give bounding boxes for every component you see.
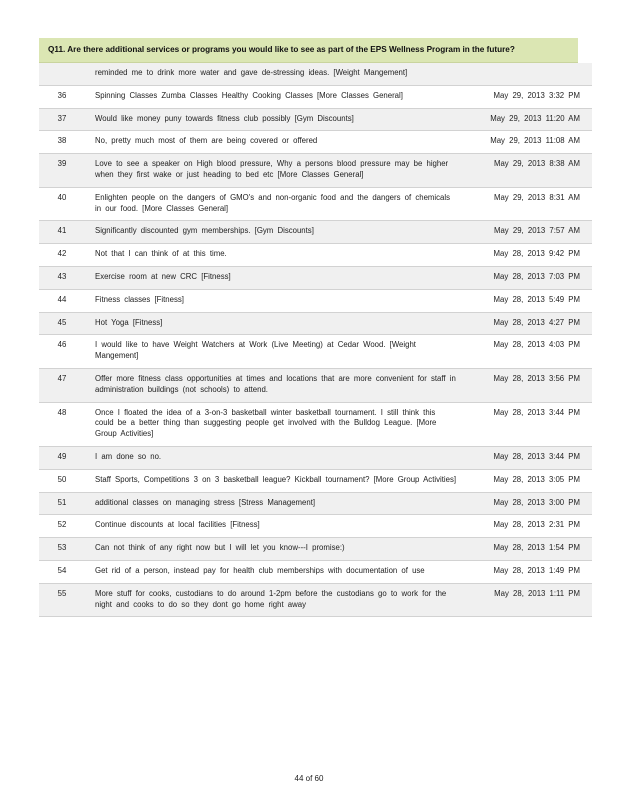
- response-date: May 28, 2013 4:03 PM: [461, 335, 592, 369]
- response-date: May 28, 2013 3:56 PM: [461, 368, 592, 402]
- responses-table-body: [39, 63, 592, 617]
- response-number: 46: [39, 335, 85, 369]
- response-date: May 28, 2013 1:54 PM: [461, 538, 592, 561]
- response-date: May 28, 2013 1:49 PM: [461, 560, 592, 583]
- response-text: additional classes on managing stress [Stress Management]: [85, 492, 461, 515]
- response-number: 55: [39, 583, 85, 617]
- response-text: Spinning Classes Zumba Classes Healthy Cooking Classes [More Classes General]: [85, 85, 461, 108]
- response-date: May 29, 2013 11:08 AM: [461, 131, 592, 154]
- response-number: 38: [39, 131, 85, 154]
- response-text: Get rid of a person, instead pay for health club memberships with documentation of use: [85, 560, 461, 583]
- response-number: [39, 63, 85, 85]
- response-number: 52: [39, 515, 85, 538]
- response-number: 37: [39, 108, 85, 131]
- table-row: [39, 469, 592, 492]
- table-row: [39, 154, 592, 188]
- response-date: [461, 63, 592, 85]
- response-text: Fitness classes [Fitness]: [85, 289, 461, 312]
- response-number: 47: [39, 368, 85, 402]
- page-footer: [0, 774, 618, 783]
- response-date: May 28, 2013 2:31 PM: [461, 515, 592, 538]
- response-text: Continue discounts at local facilities [Fitness]: [85, 515, 461, 538]
- response-number: 54: [39, 560, 85, 583]
- response-number: 49: [39, 446, 85, 469]
- table-row: [39, 312, 592, 335]
- response-text: I would like to have Weight Watchers at Work (Live Meeting) at Cedar Wood. [Weight Mangement]: [85, 335, 461, 369]
- response-number: 53: [39, 538, 85, 561]
- response-date: May 29, 2013 8:31 AM: [461, 187, 592, 221]
- response-number: 39: [39, 154, 85, 188]
- response-date: May 29, 2013 11:20 AM: [461, 108, 592, 131]
- table-row: [39, 108, 592, 131]
- response-number: 42: [39, 244, 85, 267]
- response-number: 36: [39, 85, 85, 108]
- response-date: May 28, 2013 1:11 PM: [461, 583, 592, 617]
- table-row: [39, 289, 592, 312]
- question-header: [39, 38, 578, 63]
- table-row: [39, 266, 592, 289]
- table-row: [39, 492, 592, 515]
- response-date: May 28, 2013 7:03 PM: [461, 266, 592, 289]
- table-row: [39, 221, 592, 244]
- response-date: May 29, 2013 3:32 PM: [461, 85, 592, 108]
- response-date: May 29, 2013 7:57 AM: [461, 221, 592, 244]
- response-date: May 28, 2013 3:44 PM: [461, 402, 592, 446]
- response-number: 40: [39, 187, 85, 221]
- table-row: [39, 560, 592, 583]
- table-row: [39, 63, 592, 85]
- response-number: 44: [39, 289, 85, 312]
- table-row: [39, 515, 592, 538]
- table-row: [39, 583, 592, 617]
- response-text: More stuff for cooks, custodians to do around 1-2pm before the custodians go to work for the night and cooks to do so they dont go home right away: [85, 583, 461, 617]
- response-number: 41: [39, 221, 85, 244]
- response-date: May 28, 2013 5:49 PM: [461, 289, 592, 312]
- page-number: 44 of 60: [294, 774, 324, 783]
- table-row: [39, 446, 592, 469]
- response-number: 43: [39, 266, 85, 289]
- response-date: May 28, 2013 4:27 PM: [461, 312, 592, 335]
- response-text: Would like money puny towards fitness club possibly [Gym Discounts]: [85, 108, 461, 131]
- response-text: Exercise room at new CRC [Fitness]: [85, 266, 461, 289]
- table-row: [39, 85, 592, 108]
- response-number: 51: [39, 492, 85, 515]
- response-text: Enlighten people on the dangers of GMO's and non-organic food and the dangers of chemicals in our food. [More Classes General]: [85, 187, 461, 221]
- response-number: 48: [39, 402, 85, 446]
- response-date: May 28, 2013 9:42 PM: [461, 244, 592, 267]
- response-text: Love to see a speaker on High blood pressure, Why a persons blood pressure may be higher when they first wake or just heading to bed etc [More Classes General]: [85, 154, 461, 188]
- response-text: Hot Yoga [Fitness]: [85, 312, 461, 335]
- table-row: [39, 187, 592, 221]
- response-text: I am done so no.: [85, 446, 461, 469]
- table-row: [39, 335, 592, 369]
- response-text: Offer more fitness class opportunities at times and locations that are more convenient for staff in administration buildings (not schools) to attend.: [85, 368, 461, 402]
- response-date: May 28, 2013 3:44 PM: [461, 446, 592, 469]
- table-row: [39, 368, 592, 402]
- response-number: 45: [39, 312, 85, 335]
- response-text: Staff Sports, Competitions 3 on 3 basketball league? Kickball tournament? [More Group Activities]: [85, 469, 461, 492]
- response-text: Can not think of any right now but I will let you know---I promise:): [85, 538, 461, 561]
- response-text: Not that I can think of at this time.: [85, 244, 461, 267]
- response-text: reminded me to drink more water and gave de-stressing ideas. [Weight Mangement]: [85, 63, 461, 85]
- responses-table: [39, 63, 592, 617]
- response-text: Significantly discounted gym memberships. [Gym Discounts]: [85, 221, 461, 244]
- response-number: 50: [39, 469, 85, 492]
- question-text: Q11. Are there additional services or programs you would like to see as part of the EPS Wellness Program in the future?: [48, 45, 515, 54]
- survey-response-sheet: [39, 38, 578, 617]
- table-row: [39, 402, 592, 446]
- response-date: May 28, 2013 3:05 PM: [461, 469, 592, 492]
- table-row: [39, 131, 592, 154]
- table-row: [39, 538, 592, 561]
- response-text: Once I floated the idea of a 3-on-3 basketball winter basketball tournament. I still think this could be a better thing than suggesting people get involved with the Bulldog League. [More Group Activities]: [85, 402, 461, 446]
- response-date: May 28, 2013 3:00 PM: [461, 492, 592, 515]
- table-row: [39, 244, 592, 267]
- response-date: May 29, 2013 8:38 AM: [461, 154, 592, 188]
- response-text: No, pretty much most of them are being covered or offered: [85, 131, 461, 154]
